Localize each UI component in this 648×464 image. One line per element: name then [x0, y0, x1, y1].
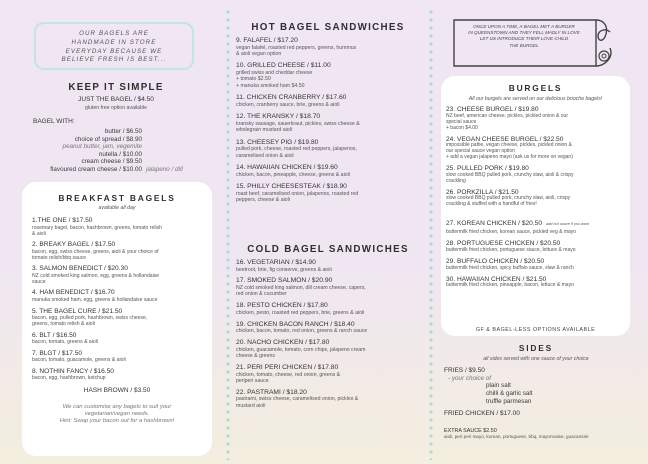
menu-item — [446, 276, 626, 290]
spread-list — [60, 128, 142, 166]
hot-bagels-section — [236, 22, 420, 203]
menu-item-description: + add a vegan jalapeno mayo (ask us for more on vegan) — [446, 154, 573, 161]
tagline-line: HANDMADE IN STORE — [71, 38, 157, 46]
footer-line: Hint: Swap your bacon out for a hashbrown! — [59, 418, 175, 425]
menu-item-description: chicken, bacon, pineapple, cheese, greens & aioli — [236, 171, 350, 178]
menu-item-description: chicken, cranberry sauce, brie, greens & aioli — [236, 101, 340, 108]
menu-item-name: 22. PASTRAMI / $18.20 — [236, 388, 307, 396]
menu-item-name: 5. THE BAGEL CURE / $21.50 — [32, 307, 123, 315]
menu-item-description: pastrami, swiss cheese, caramelised onion, pickles & — [236, 396, 359, 403]
dotted-divider-left — [225, 8, 231, 460]
menu-item-description: peppers, cheese & aioli — [236, 197, 290, 204]
menu-item-description: our special sauce vegan option — [446, 148, 515, 155]
menu-item-description: chicken, guacamole, tomato, corn chips, jalapeno cream — [236, 346, 366, 353]
menu-item-name: 8. NOTHIN FANCY / $16.50 — [32, 367, 114, 375]
menu-item — [32, 241, 202, 261]
tagline-line: OUR BAGELS ARE — [79, 30, 149, 37]
menu-item-description: caramelised onion & aioli — [236, 152, 294, 159]
menu-item-description: tomato relish/bbq sauce — [32, 254, 87, 261]
menu-item-name: 4. HAM BENEDICT / $16.70 — [32, 289, 115, 297]
footer-line: We can customise any bagels to suit your — [62, 404, 172, 411]
bagel-with-label: BAGEL WITH: — [33, 118, 75, 125]
choice-label: - your choice of — [448, 374, 492, 382]
tagline-line: BELIEVE FRESH IS BEST... — [61, 56, 167, 64]
menu-item-name: 25. PULLED PORK / $19.80 — [446, 165, 529, 173]
menu-item-description: + bacon $4.00 — [446, 124, 478, 131]
menu-item-name: 17. SMOKED SALMON / $20.90 — [236, 277, 333, 285]
menu-item — [446, 258, 626, 272]
menu-item-name: 26. PORKZILLA / $21.50 — [446, 188, 519, 196]
menu-item-description: crackling — [446, 177, 466, 184]
menu-item — [236, 259, 420, 273]
menu-item-description: buttermilk fried chicken, korean sauce, pickled veg & mayo — [446, 229, 577, 236]
menu-item — [236, 37, 420, 57]
menu-item — [446, 240, 626, 254]
menu-item — [446, 136, 626, 161]
cold-bagels-section — [236, 244, 420, 409]
menu-item-description: vegan falafel, roasted red peppers, greens, hummus — [236, 44, 357, 51]
menu-item-description: bacon, tomato, guacamole, greens & aioli — [32, 357, 126, 364]
burgel-story — [452, 24, 596, 49]
menu-item-description: impossible pattie, vegan cheese, pickles, pickled onion & — [446, 142, 572, 149]
menu-item-name: 20. NACHO CHICKEN / $17.80 — [236, 339, 330, 347]
menu-item-description: & aioli vegan option — [236, 51, 282, 57]
menu-item-note: add hot sauce if you want — [546, 222, 590, 227]
footer-line: vegetarian/vegan needs. — [84, 411, 150, 418]
menu-item — [236, 277, 420, 297]
menu-item-name: 30. HAWAIIAN CHICKEN / $21.50 — [446, 275, 547, 283]
fries-choice: plain salt — [486, 382, 511, 390]
menu-item-description: special sauce — [446, 118, 477, 125]
menu-item-description: crackling & stuffed with a handful of fries! — [446, 201, 537, 208]
fries-choice: chilli & garlic salt — [486, 389, 533, 397]
menu-item-description: wholegrain mustard aioli — [236, 127, 292, 134]
menu-item-name: 15. PHILLY CHEESESTEAK / $18.90 — [236, 183, 347, 191]
story-line: LET US INTRODUCE THEIR LOVE CHILD — [479, 36, 569, 42]
menu-item — [32, 332, 202, 346]
menu-item-description: chicken, tomato, cheese, red onion, greens & — [236, 371, 341, 378]
breakfast-title: BREAKFAST BAGELS — [58, 193, 176, 203]
menu-item — [236, 302, 420, 316]
menu-item — [236, 62, 420, 89]
menu-item — [236, 183, 420, 203]
menu-item — [32, 289, 202, 303]
menu-item-description: slow cooked BBQ pulled pork, crunchy slaw, aioli & crispy — [446, 171, 574, 178]
menu-item-description: rosemary bagel, bacon, hashbrown, greens, tomato relish — [32, 224, 162, 231]
menu-item-description: bacon, egg, swiss cheese, greens, aioli & your choice of — [32, 248, 159, 255]
menu-item — [446, 165, 626, 184]
menu-item-description: bacon, egg, hashbrown, ketchup — [32, 375, 106, 382]
menu-item — [32, 217, 202, 237]
menu-item — [32, 265, 202, 285]
menu-item-description: mustard aioli — [236, 402, 266, 409]
menu-item — [236, 94, 420, 108]
story-line: IN QUEENSTOWN AND THEY FELL MADLY IN LOVE — [468, 30, 580, 36]
sides-section — [444, 343, 628, 440]
menu-item-description: kransky sausage, sauerkraut, pickles, swiss cheese & — [236, 120, 360, 127]
menu-item-description: NZ cold smoked king salmon, egg, greens & hollandaise — [32, 272, 160, 279]
keep-it-simple-title: KEEP IT SIMPLE — [68, 82, 164, 93]
menu-item-name: 3. SALMON BENEDICT / $20.30 — [32, 265, 128, 273]
gf-note: GF & BAGEL-LESS OPTIONS AVAILABLE — [475, 327, 596, 333]
menu-item-description: pulled pork, cheese, roasted red peppers, jalapenos, — [236, 146, 357, 153]
menu-item-name: 7. BLGT / $17.50 — [32, 349, 83, 357]
fried-chicken: FRIED CHICKEN / $17.00 — [444, 410, 520, 418]
hot-bagels-title: HOT BAGEL SANDWICHES — [251, 22, 405, 33]
menu-item-description: slow cooked BBQ pulled pork, crunchy slaw, aioli, crispy — [446, 195, 571, 202]
spread-item: peanut butter, jam, vegemite — [62, 143, 142, 151]
burgels-panel — [441, 76, 630, 336]
menu-item-description: chicken, pesto, roasted red peppers, brie, greens & aioli — [236, 309, 365, 316]
menu-item-name: 1.THE ONE / $17.50 — [32, 217, 93, 225]
flavoured-note: jalapeno / dill — [146, 166, 183, 173]
menu-item-description: chicken, bacon, tomato, red onion, greens & ranch sauce — [236, 328, 368, 335]
menu-item-description: bacon, tomato, greens & aioli — [32, 339, 98, 346]
menu-item-name: 24. VEGAN CHEESE BURGEL / $22.50 — [446, 135, 564, 143]
just-the-bagel: JUST THE BAGEL / $4.50 — [78, 96, 154, 103]
menu-item-description: + manuka smoked ham $4.50 — [236, 82, 305, 89]
menu-item-description: NZ cold smoked king salmon, dill cream cheese, capers, — [236, 285, 366, 292]
breakfast-subtitle: available all day — [98, 205, 136, 211]
flavoured-cream-cheese: flavoured cream cheese / $10.00 — [50, 166, 142, 173]
menu-item-name: 18. PESTO CHICKEN / $17.80 — [236, 302, 328, 310]
menu-item-description: grilled swiss and cheddar cheese — [236, 70, 313, 76]
menu-item-name: 19. CHICKEN BACON RANCH / $18.40 — [236, 320, 355, 328]
menu-item — [32, 350, 202, 364]
menu-item-description: sauce — [32, 278, 46, 285]
menu-item — [32, 368, 202, 382]
menu-item — [236, 164, 420, 178]
gluten-free-note: gluten free option available — [84, 105, 147, 111]
menu-item-description: roast beef, caramelised onion, jalapenos, roasted red — [236, 190, 359, 197]
story-line: THE BURGEL — [509, 42, 539, 48]
menu-item-name: 9. FALAFEL / $17.20 — [236, 37, 298, 44]
menu-item-name: 14. HAWAIIAN CHICKEN / $19.60 — [236, 164, 338, 172]
menu-item-name: 27. KOREAN CHICKEN / $20.50 — [446, 220, 543, 228]
dotted-divider-right — [428, 8, 434, 460]
story-line: ONCE UPON A TIME, A BAGEL MET A BURGER — [473, 24, 575, 29]
extra-sauce: EXTRA SAUCE $2.50 — [444, 427, 497, 434]
hash-brown: HASH BROWN / $3.50 — [83, 387, 151, 395]
menu-item — [236, 389, 420, 409]
tagline-line: EVERYDAY BECAUSE WE — [65, 47, 163, 55]
menu-item-description: greens, tomato relish & aioli — [32, 321, 95, 328]
menu-item-description: buttermilk fried chicken, spicy buffalo sauce, slaw & ranch — [446, 264, 574, 271]
fries: FRIES / $9.50 — [444, 367, 485, 375]
tagline-box — [34, 22, 194, 70]
menu-item-description: NZ beef, american cheese, pickles, pickled onion & our — [446, 112, 569, 119]
sides-title: SIDES — [518, 343, 554, 353]
menu-item-name: 6. BLT / $16.50 — [32, 331, 77, 339]
menu-item-name: 16. VEGETARIAN / $14.90 — [236, 259, 316, 266]
breakfast-panel — [22, 182, 212, 456]
menu-item-description: buttermilk fried chicken, portuguese sauce, lettuce & mayo — [446, 247, 576, 254]
menu-item — [236, 139, 420, 159]
menu-item-name: 11. CHICKEN CRANBERRY / $17.60 — [236, 94, 347, 102]
spread-item: nutella / $10.00 — [98, 150, 142, 158]
fries-choices — [486, 382, 628, 405]
breakfast-footer — [22, 404, 212, 425]
sauce-list: aioli, peri peri mayo, korean, portuguese, bbq, mayonnaise, guacamole — [444, 433, 589, 439]
spread-item: choice of spread / $8.90 — [74, 135, 142, 143]
menu-item — [236, 339, 420, 359]
menu-item-name: 12. THE KRANSKY / $18.70 — [236, 113, 321, 121]
cold-bagels-title: COLD BAGEL SANDWICHES — [247, 244, 409, 255]
menu-item-description: cheese & greens — [236, 353, 275, 360]
menu-item — [446, 212, 626, 236]
menu-item — [32, 308, 202, 328]
menu-item — [446, 189, 626, 208]
menu-item-description: red onion & cucumber — [236, 291, 287, 298]
menu-item-name: 28. PORTUGUESE CHICKEN / $20.50 — [446, 240, 561, 248]
menu-item-name: 21. PERI PERI CHICKEN / $17.80 — [236, 364, 339, 372]
menu-item — [236, 321, 420, 335]
menu-item — [236, 113, 420, 133]
menu-item-name: 29. BUFFALO CHICKEN / $20.50 — [446, 258, 545, 266]
menu-item-description: + tomato $2.50 — [236, 76, 271, 83]
menu-item-description: periperi sauce — [236, 377, 269, 384]
menu-item-description: bacon, egg, pulled pork, hashbrown, swiss cheese, — [32, 315, 148, 322]
spread-item: cream cheese / $9.50 — [81, 158, 142, 166]
menu-item — [236, 364, 420, 384]
menu-item — [446, 106, 626, 131]
menu-item-name: 23. CHEESE BURGEL / $19.80 — [446, 106, 539, 114]
menu-item-name: 2. BREAKY BAGEL / $17.50 — [32, 241, 116, 249]
menu-item-name: 13. CHEESEY PIG / $19.80 — [236, 138, 319, 146]
burgels-subtitle: All our burgels are served on our delicious brioche bagels! — [468, 96, 603, 102]
spread-item: butter / $6.50 — [104, 128, 142, 135]
fries-choice: truffle parmesan — [486, 397, 532, 405]
menu-item-description: & aioli — [32, 230, 46, 237]
burgels-title: BURGELS — [508, 83, 563, 93]
menu-item-description: buttermilk fried chicken, pineapple, bacon, lettuce & mayo — [446, 282, 574, 289]
menu-item-description: manuka smoked ham, egg, greens & hollandaise sauce — [32, 297, 158, 304]
sides-subtitle: all sides served with one sauce of your choice — [483, 356, 589, 362]
menu-item-name: 10. GRILLED CHEESE / $11.00 — [236, 62, 331, 70]
menu-item-description: beetroot, brie, fig conserve, greens & aioli — [236, 266, 332, 273]
